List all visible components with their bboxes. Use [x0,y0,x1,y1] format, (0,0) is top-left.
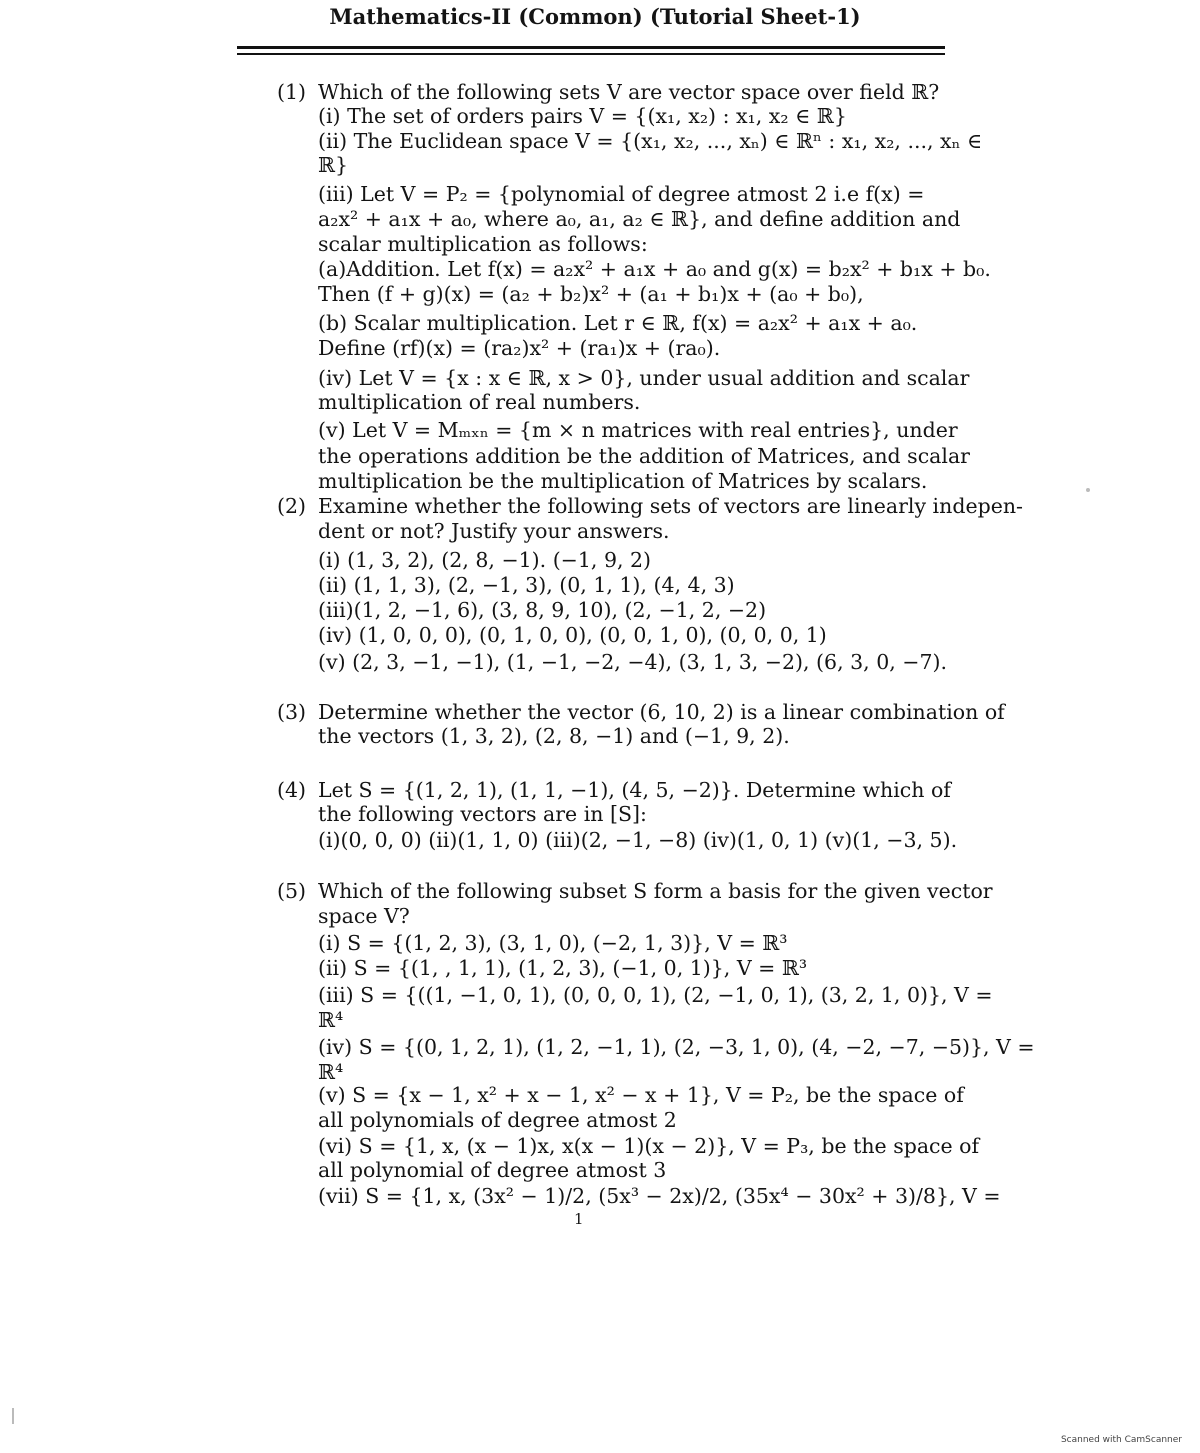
question-line: multiplication be the multiplication of Matrices by scalars. [318,469,928,493]
question-line: (v) (2, 3, −1, −1), (1, −1, −2, −4), (3, 1, 3, −2), (6, 3, 0, −7). [318,650,948,674]
question-line: (iv) S = {(0, 1, 2, 1), (1, 2, −1, 1), (2, −3, 1, 0), (4, −2, −7, −5)}, V = [318,1035,1035,1059]
question-line: (iii) Let V = P₂ = {polynomial of degree atmost 2 i.e f(x) = [318,182,925,206]
question-line: Then (f + g)(x) = (a₂ + b₂)x² + (a₁ + b₁)x + (a₀ + b₀), [318,282,864,306]
question-line: (v) S = {x − 1, x² + x − 1, x² − x + 1}, V = P₂, be the space of [318,1083,964,1107]
question-line: (iii)(1, 2, −1, 6), (3, 8, 9, 10), (2, −1, 2, −2) [318,598,767,622]
question-line: the operations addition be the addition of Matrices, and scalar [318,444,970,468]
question-line: Examine whether the following sets of vectors are linearly indepen- [318,494,1023,518]
question-line: a₂x² + a₁x + a₀, where a₀, a₁, a₂ ∈ ℝ}, and define addition and [318,207,961,231]
question-line: (i) The set of orders pairs V = {(x₁, x₂) : x₁, x₂ ∈ ℝ} [318,104,847,128]
question-number: (2) [277,494,307,518]
question-number: (3) [277,700,307,724]
page-number: 1 [574,1210,584,1228]
question-line: (i) S = {(1, 2, 3), (3, 1, 0), (−2, 1, 3)}, V = ℝ³ [318,931,788,955]
question-line: (ii) The Euclidean space V = {(x₁, x₂, ..., xₙ) ∈ ℝⁿ : x₁, x₂, ..., xₙ ∈ [318,129,983,153]
question-line: ℝ⁴ [318,1060,344,1084]
question-line: (iv) Let V = {x : x ∈ ℝ, x > 0}, under usual addition and scalar [318,366,970,390]
question-line: Which of the following sets V are vector space over field ℝ? [318,80,940,104]
question-line: multiplication of real numbers. [318,390,641,414]
question-number: (1) [277,80,307,104]
question-line: (vii) S = {1, x, (3x² − 1)/2, (5x³ − 2x)/2, (35x⁴ − 30x² + 3)/8}, V = [318,1184,1001,1208]
question-line: (a)Addition. Let f(x) = a₂x² + a₁x + a₀ and g(x) = b₂x² + b₁x + b₀. [318,257,991,281]
question-line: space V? [318,904,410,928]
question-line: all polynomial of degree atmost 3 [318,1158,667,1182]
question-line: (b) Scalar multiplication. Let r ∈ ℝ, f(x) = a₂x² + a₁x + a₀. [318,311,918,335]
question-line: all polynomials of degree atmost 2 [318,1108,677,1132]
question-line: Define (rf)(x) = (ra₂)x² + (ra₁)x + (ra₀). [318,336,721,360]
question-number: (5) [277,879,307,903]
scanner-watermark: Scanned with CamScanner [1060,1435,1182,1445]
question-line: Determine whether the vector (6, 10, 2) is a linear combination of [318,700,1005,724]
question-line: ℝ} [318,153,349,177]
scan-speck [1086,488,1090,492]
question-line: the vectors (1, 3, 2), (2, 8, −1) and (−1, 9, 2). [318,724,790,748]
header-rule-thin [237,53,945,55]
question-line: ℝ⁴ [318,1008,344,1032]
question-line: (vi) S = {1, x, (x − 1)x, x(x − 1)(x − 2)}, V = P₃, be the space of [318,1134,980,1158]
question-line: scalar multiplication as follows: [318,232,648,256]
question-line: dent or not? Justify your answers. [318,519,670,543]
question-line: the following vectors are in [S]: [318,802,647,826]
question-line: (i)(0, 0, 0) (ii)(1, 1, 0) (iii)(2, −1, −8) (iv)(1, 0, 1) (v)(1, −3, 5). [318,828,958,852]
question-line: (i) (1, 3, 2), (2, 8, −1). (−1, 9, 2) [318,548,652,572]
question-line: Let S = {(1, 2, 1), (1, 1, −1), (4, 5, −2)}. Determine which of [318,778,951,802]
header-rule-thick [237,46,945,49]
question-line: (iv) (1, 0, 0, 0), (0, 1, 0, 0), (0, 0, 1, 0), (0, 0, 0, 1) [318,623,827,647]
question-line: (ii) S = {(1, , 1, 1), (1, 2, 3), (−1, 0, 1)}, V = ℝ³ [318,956,808,980]
question-line: Which of the following subset S form a basis for the given vector [318,879,993,903]
question-line: (v) Let V = Mₘₓₙ = {m × n matrices with real entries}, under [318,418,958,442]
question-line: (ii) (1, 1, 3), (2, −1, 3), (0, 1, 1), (4, 4, 3) [318,573,735,597]
page-title: Mathematics-II (Common) (Tutorial Sheet-1) [329,4,861,29]
scan-speck [12,1408,14,1424]
question-line: (iii) S = {((1, −1, 0, 1), (0, 0, 0, 1), (2, −1, 0, 1), (3, 2, 1, 0)}, V = [318,983,993,1007]
question-number: (4) [277,778,307,802]
